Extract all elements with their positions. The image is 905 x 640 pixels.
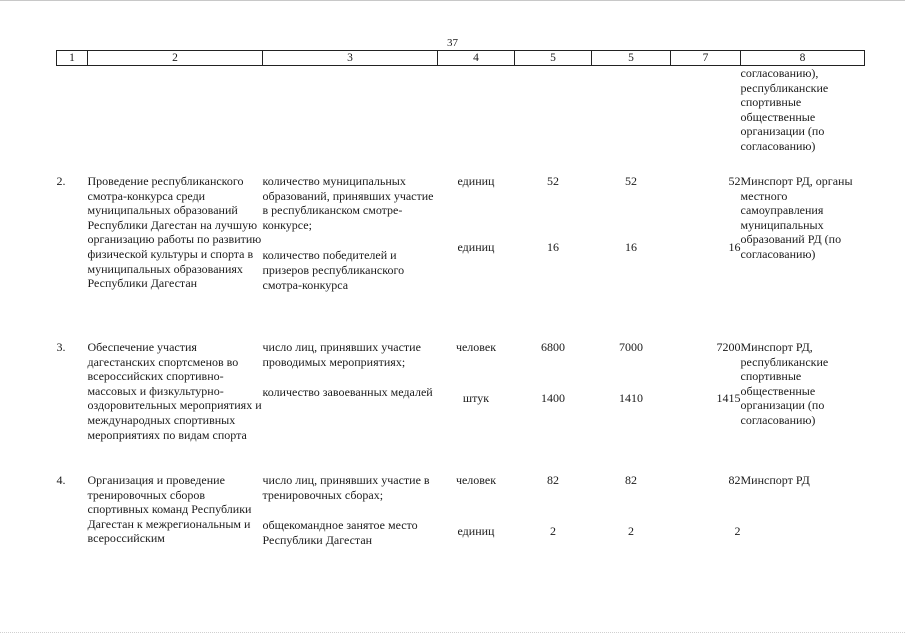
value-cell: [592, 340, 671, 473]
row-number: 3.: [56, 340, 66, 354]
header-col-5: 5: [515, 51, 592, 66]
indicator-text: число лиц, принявших участие в тренировочных сборах;: [262, 473, 430, 502]
measure-name: Обеспечение участия дагестанских спортсменов во всероссийских спортивно-массовых и физкультурно-оздоровительных мероприятиях и международных спортивных мероприятиях по видам спорта: [87, 340, 262, 442]
indicator-text: количество завоеванных медалей: [262, 385, 433, 400]
value-year-3: 7200: [716, 340, 741, 354]
indicator-cell: [263, 340, 438, 473]
value-cell: [515, 340, 592, 473]
value-year-3: 52: [728, 174, 741, 188]
measure-name: Проведение республиканского смотра-конкурса среди муниципальных образований Республики Дагестан на лучшую организацию работы по развитию физической культуры и спорта в муниципальных образованиях Республики Дагестан: [87, 174, 262, 291]
unit-value: штук: [462, 390, 490, 405]
value-year-1: 1400: [541, 390, 565, 405]
row-number: 4.: [56, 473, 66, 487]
table-row: [57, 473, 865, 547]
value-year-3: 82: [728, 473, 741, 487]
header-row: [57, 51, 865, 66]
header-col-7: 7: [671, 51, 741, 66]
value-cell: [671, 340, 741, 473]
unit-value: человек: [455, 340, 497, 354]
table-row: [57, 340, 865, 473]
value-year-1: 6800: [541, 340, 565, 354]
header-col-8: 8: [741, 51, 865, 66]
indicator-text: количество победителей и призеров республиканского смотра-конкурса: [262, 248, 405, 292]
value-cell: [671, 174, 741, 340]
measures-table: [56, 50, 865, 547]
value-cell: [515, 174, 592, 340]
unit-cell: [438, 340, 515, 473]
value-year-2: 1410: [619, 390, 643, 405]
indicator-cell: [263, 473, 438, 547]
value-cell: [592, 473, 671, 547]
unit-value: человек: [455, 473, 497, 487]
value-year-2: 52: [625, 174, 637, 188]
indicator-cell: [263, 174, 438, 340]
responsible-cell: Минспорт РД: [740, 473, 810, 487]
top-rule: [0, 0, 905, 3]
value-year-3: 2: [734, 523, 741, 538]
measure-name: Организация и проведение тренировочных сборов спортивных команд Республики Дагестан к межрегиональным и всероссийским: [87, 473, 252, 546]
unit-value: единиц: [457, 174, 495, 188]
value-year-2: 16: [625, 239, 637, 254]
row-number: 2.: [56, 174, 66, 188]
unit-cell: [438, 174, 515, 340]
indicator-text: число лиц, принявших участие проводимых мероприятиях;: [262, 340, 421, 369]
scan-edge: [0, 632, 905, 634]
header-col-3: 3: [263, 51, 438, 66]
responsible-cell: Минспорт РД, республиканские спортивные общественные организации (по согласованию): [740, 340, 829, 427]
table-row-continuation: [57, 66, 865, 175]
value-year-1: 82: [547, 473, 559, 487]
indicator-text: общекомандное занятое место Республики Дагестан: [262, 518, 418, 547]
value-year-1: 52: [547, 174, 559, 188]
value-year-2: 2: [628, 523, 634, 538]
responsible-cell: Минспорт РД, органы местного самоуправления муниципальных образований РД (по согласованию): [740, 174, 853, 261]
value-year-1: 16: [547, 239, 559, 254]
unit-value: единиц: [457, 239, 495, 254]
value-year-3: 16: [728, 239, 741, 254]
value-year-3: 1415: [716, 390, 741, 405]
value-year-2: 7000: [619, 340, 643, 354]
table-row: [57, 174, 865, 340]
indicator-text: количество муниципальных образований, принявших участие в республиканском смотре-конкурсе;: [262, 174, 434, 232]
page-number: 37: [447, 37, 458, 49]
unit-cell: [438, 473, 515, 547]
value-cell: [671, 473, 741, 547]
value-year-1: 2: [550, 523, 556, 538]
responsible-cell: согласованию), республиканские спортивные общественные организации (по согласованию): [740, 66, 829, 153]
value-cell: [592, 174, 671, 340]
value-cell: [515, 473, 592, 547]
unit-value: единиц: [457, 523, 495, 538]
header-col-4: 4: [438, 51, 515, 66]
header-col-2: 2: [88, 51, 263, 66]
header-col-6: 5: [592, 51, 671, 66]
value-year-2: 82: [625, 473, 637, 487]
header-col-1: 1: [57, 51, 88, 66]
